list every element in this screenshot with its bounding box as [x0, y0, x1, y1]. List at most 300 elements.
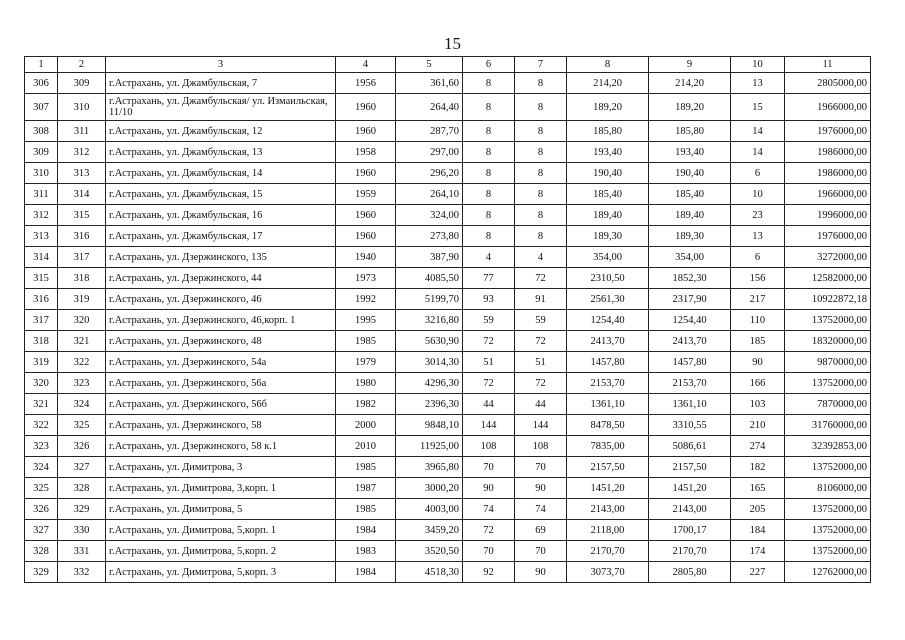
cell-year-built: 1960 — [336, 163, 396, 184]
cell-year-built: 1960 — [336, 205, 396, 226]
cell-total-area: 5199,70 — [396, 289, 463, 310]
column-header-residents-count: 10 — [731, 57, 785, 73]
cell-cost: 13752000,00 — [785, 373, 871, 394]
cell-total-area: 3014,30 — [396, 352, 463, 373]
cell-record-number: 316 — [58, 226, 106, 247]
cell-row-number: 325 — [25, 478, 58, 499]
cell-residents-count: 184 — [731, 520, 785, 541]
table-row — [25, 478, 871, 499]
cell-record-number: 309 — [58, 73, 106, 94]
cell-cost: 31760000,00 — [785, 415, 871, 436]
cell-private-area: 185,80 — [649, 121, 731, 142]
cell-flats-count: 93 — [463, 289, 515, 310]
cell-residential-flats: 74 — [515, 499, 567, 520]
cell-private-area: 2317,90 — [649, 289, 731, 310]
cell-total-area: 264,10 — [396, 184, 463, 205]
cell-total-area: 3965,80 — [396, 457, 463, 478]
cell-cost: 3272000,00 — [785, 247, 871, 268]
column-header-record-number: 2 — [58, 57, 106, 73]
cell-cost: 8106000,00 — [785, 478, 871, 499]
cell-record-number: 330 — [58, 520, 106, 541]
table-row — [25, 121, 871, 142]
cell-cost: 1986000,00 — [785, 142, 871, 163]
cell-residential-flats: 144 — [515, 415, 567, 436]
cell-row-number: 326 — [25, 499, 58, 520]
table-row — [25, 457, 871, 478]
header-row — [25, 57, 871, 73]
table-row — [25, 331, 871, 352]
table-row — [25, 268, 871, 289]
cell-living-area: 2170,70 — [567, 541, 649, 562]
cell-year-built: 1995 — [336, 310, 396, 331]
cell-total-area: 287,70 — [396, 121, 463, 142]
cell-living-area: 2413,70 — [567, 331, 649, 352]
cell-residential-flats: 69 — [515, 520, 567, 541]
cell-private-area: 1700,17 — [649, 520, 731, 541]
cell-living-area: 185,80 — [567, 121, 649, 142]
cell-record-number: 328 — [58, 478, 106, 499]
cell-total-area: 4518,30 — [396, 562, 463, 583]
column-header-residential-flats: 7 — [515, 57, 567, 73]
cell-row-number: 315 — [25, 268, 58, 289]
cell-flats-count: 72 — [463, 520, 515, 541]
cell-row-number: 311 — [25, 184, 58, 205]
cell-address: г.Астрахань, ул. Дзержинского, 58 к.1 — [106, 436, 336, 457]
cell-address: г.Астрахань, ул. Дзержинского, 135 — [106, 247, 336, 268]
cell-address: г.Астрахань, ул. Джамбульская, 17 — [106, 226, 336, 247]
cell-private-area: 1361,10 — [649, 394, 731, 415]
cell-residents-count: 110 — [731, 310, 785, 331]
cell-flats-count: 8 — [463, 205, 515, 226]
cell-record-number: 318 — [58, 268, 106, 289]
cell-total-area: 4003,00 — [396, 499, 463, 520]
cell-residents-count: 6 — [731, 163, 785, 184]
cell-living-area: 354,00 — [567, 247, 649, 268]
cell-row-number: 307 — [25, 94, 58, 121]
cell-year-built: 1983 — [336, 541, 396, 562]
cell-living-area: 189,40 — [567, 205, 649, 226]
cell-cost: 13752000,00 — [785, 520, 871, 541]
cell-flats-count: 8 — [463, 121, 515, 142]
cell-cost: 1976000,00 — [785, 121, 871, 142]
table-row — [25, 205, 871, 226]
cell-flats-count: 59 — [463, 310, 515, 331]
cell-residential-flats: 8 — [515, 121, 567, 142]
cell-row-number: 313 — [25, 226, 58, 247]
cell-row-number: 318 — [25, 331, 58, 352]
cell-private-area: 2170,70 — [649, 541, 731, 562]
cell-row-number: 317 — [25, 310, 58, 331]
cell-record-number: 327 — [58, 457, 106, 478]
cell-private-area: 3310,55 — [649, 415, 731, 436]
cell-address: г.Астрахань, ул. Джамбульская, 12 — [106, 121, 336, 142]
cell-address: г.Астрахань, ул. Джамбульская, 15 — [106, 184, 336, 205]
cell-row-number: 319 — [25, 352, 58, 373]
cell-record-number: 313 — [58, 163, 106, 184]
cell-flats-count: 8 — [463, 184, 515, 205]
cell-address: г.Астрахань, ул. Дзержинского, 48 — [106, 331, 336, 352]
table-row — [25, 163, 871, 184]
cell-total-area: 4085,50 — [396, 268, 463, 289]
cell-residential-flats: 72 — [515, 373, 567, 394]
cell-total-area: 3520,50 — [396, 541, 463, 562]
cell-flats-count: 77 — [463, 268, 515, 289]
cell-cost: 1966000,00 — [785, 94, 871, 121]
cell-residential-flats: 72 — [515, 268, 567, 289]
cell-row-number: 309 — [25, 142, 58, 163]
cell-row-number: 316 — [25, 289, 58, 310]
cell-residents-count: 23 — [731, 205, 785, 226]
cell-living-area: 2153,70 — [567, 373, 649, 394]
cell-private-area: 2157,50 — [649, 457, 731, 478]
cell-residents-count: 227 — [731, 562, 785, 583]
cell-cost: 1996000,00 — [785, 205, 871, 226]
cell-total-area: 324,00 — [396, 205, 463, 226]
cell-cost: 12582000,00 — [785, 268, 871, 289]
cell-private-area: 354,00 — [649, 247, 731, 268]
cell-flats-count: 70 — [463, 541, 515, 562]
cell-flats-count: 92 — [463, 562, 515, 583]
cell-record-number: 319 — [58, 289, 106, 310]
column-header-address: 3 — [106, 57, 336, 73]
cell-residents-count: 10 — [731, 184, 785, 205]
cell-private-area: 1451,20 — [649, 478, 731, 499]
cell-residential-flats: 8 — [515, 73, 567, 94]
cell-flats-count: 8 — [463, 226, 515, 247]
cell-total-area: 11925,00 — [396, 436, 463, 457]
cell-year-built: 1973 — [336, 268, 396, 289]
cell-record-number: 322 — [58, 352, 106, 373]
cell-cost: 18320000,00 — [785, 331, 871, 352]
cell-cost: 32392853,00 — [785, 436, 871, 457]
cell-living-area: 193,40 — [567, 142, 649, 163]
cell-flats-count: 8 — [463, 73, 515, 94]
cell-year-built: 1984 — [336, 562, 396, 583]
cell-residential-flats: 8 — [515, 184, 567, 205]
cell-total-area: 9848,10 — [396, 415, 463, 436]
cell-private-area: 2153,70 — [649, 373, 731, 394]
table-row — [25, 184, 871, 205]
cell-total-area: 387,90 — [396, 247, 463, 268]
cell-row-number: 310 — [25, 163, 58, 184]
cell-record-number: 329 — [58, 499, 106, 520]
cell-address: г.Астрахань, ул. Димитрова, 3,корп. 1 — [106, 478, 336, 499]
cell-record-number: 326 — [58, 436, 106, 457]
cell-record-number: 331 — [58, 541, 106, 562]
column-header-living-area: 8 — [567, 57, 649, 73]
cell-year-built: 1985 — [336, 331, 396, 352]
column-header-row-number: 1 — [25, 57, 58, 73]
cell-living-area: 3073,70 — [567, 562, 649, 583]
table-row — [25, 562, 871, 583]
cell-address: г.Астрахань, ул. Димитрова, 5,корп. 1 — [106, 520, 336, 541]
cell-total-area: 296,20 — [396, 163, 463, 184]
cell-living-area: 189,30 — [567, 226, 649, 247]
cell-address: г.Астрахань, ул. Джамбульская, 16 — [106, 205, 336, 226]
cell-living-area: 2118,00 — [567, 520, 649, 541]
table-row — [25, 142, 871, 163]
cell-year-built: 1956 — [336, 73, 396, 94]
cell-address: г.Астрахань, ул. Дзержинского, 46 — [106, 289, 336, 310]
cell-address: г.Астрахань, ул. Дзержинского, 58 — [106, 415, 336, 436]
cell-residents-count: 90 — [731, 352, 785, 373]
cell-year-built: 1940 — [336, 247, 396, 268]
cell-address: г.Астрахань, ул. Димитрова, 5,корп. 3 — [106, 562, 336, 583]
cell-year-built: 1979 — [336, 352, 396, 373]
cell-living-area: 185,40 — [567, 184, 649, 205]
cell-residents-count: 6 — [731, 247, 785, 268]
cell-record-number: 312 — [58, 142, 106, 163]
page-number: 15 — [444, 34, 461, 53]
cell-flats-count: 72 — [463, 373, 515, 394]
cell-flats-count: 144 — [463, 415, 515, 436]
cell-row-number: 323 — [25, 436, 58, 457]
cell-residents-count: 156 — [731, 268, 785, 289]
cell-year-built: 2010 — [336, 436, 396, 457]
cell-total-area: 2396,30 — [396, 394, 463, 415]
cell-address: г.Астрахань, ул. Димитрова, 5,корп. 2 — [106, 541, 336, 562]
cell-living-area: 1361,10 — [567, 394, 649, 415]
cell-residents-count: 205 — [731, 499, 785, 520]
cell-address: г.Астрахань, ул. Джамбульская, 14 — [106, 163, 336, 184]
cell-address: г.Астрахань, ул. Димитрова, 5 — [106, 499, 336, 520]
cell-living-area: 2310,50 — [567, 268, 649, 289]
cell-address: г.Астрахань, ул. Джамбульская/ ул. Измаильская, 11/10 — [106, 94, 336, 121]
cell-residents-count: 274 — [731, 436, 785, 457]
cell-living-area: 2143,00 — [567, 499, 649, 520]
cell-address: г.Астрахань, ул. Дзержинского, 44 — [106, 268, 336, 289]
cell-cost: 13752000,00 — [785, 457, 871, 478]
cell-residential-flats: 108 — [515, 436, 567, 457]
table-row — [25, 499, 871, 520]
cell-record-number: 324 — [58, 394, 106, 415]
cell-year-built: 1987 — [336, 478, 396, 499]
cell-living-area: 7835,00 — [567, 436, 649, 457]
cell-living-area: 1457,80 — [567, 352, 649, 373]
cell-residents-count: 166 — [731, 373, 785, 394]
cell-residential-flats: 8 — [515, 94, 567, 121]
cell-record-number: 311 — [58, 121, 106, 142]
cell-private-area: 2413,70 — [649, 331, 731, 352]
cell-residents-count: 217 — [731, 289, 785, 310]
cell-year-built: 1958 — [336, 142, 396, 163]
cell-cost: 2805000,00 — [785, 73, 871, 94]
cell-private-area: 1457,80 — [649, 352, 731, 373]
cell-record-number: 310 — [58, 94, 106, 121]
table-row — [25, 520, 871, 541]
cell-residents-count: 15 — [731, 94, 785, 121]
cell-residents-count: 13 — [731, 73, 785, 94]
cell-residential-flats: 8 — [515, 142, 567, 163]
cell-year-built: 2000 — [336, 415, 396, 436]
cell-cost: 1966000,00 — [785, 184, 871, 205]
cell-residential-flats: 51 — [515, 352, 567, 373]
cell-year-built: 1960 — [336, 121, 396, 142]
cell-living-area: 1254,40 — [567, 310, 649, 331]
table-row — [25, 310, 871, 331]
cell-private-area: 185,40 — [649, 184, 731, 205]
table-row — [25, 436, 871, 457]
cell-year-built: 1959 — [336, 184, 396, 205]
table-row — [25, 373, 871, 394]
cell-total-area: 264,40 — [396, 94, 463, 121]
cell-record-number: 320 — [58, 310, 106, 331]
cell-flats-count: 44 — [463, 394, 515, 415]
cell-flats-count: 8 — [463, 163, 515, 184]
cell-living-area: 214,20 — [567, 73, 649, 94]
cell-residential-flats: 8 — [515, 205, 567, 226]
cell-row-number: 324 — [25, 457, 58, 478]
cell-total-area: 273,80 — [396, 226, 463, 247]
cell-row-number: 312 — [25, 205, 58, 226]
cell-private-area: 2143,00 — [649, 499, 731, 520]
cell-private-area: 189,20 — [649, 94, 731, 121]
table-row — [25, 541, 871, 562]
cell-record-number: 315 — [58, 205, 106, 226]
table-row — [25, 289, 871, 310]
cell-residential-flats: 8 — [515, 226, 567, 247]
cell-residential-flats: 90 — [515, 478, 567, 499]
cell-row-number: 322 — [25, 415, 58, 436]
table-row — [25, 247, 871, 268]
cell-cost: 9870000,00 — [785, 352, 871, 373]
cell-residential-flats: 70 — [515, 457, 567, 478]
cell-cost: 10922872,18 — [785, 289, 871, 310]
cell-residential-flats: 70 — [515, 541, 567, 562]
cell-flats-count: 51 — [463, 352, 515, 373]
cell-year-built: 1992 — [336, 289, 396, 310]
cell-year-built: 1982 — [336, 394, 396, 415]
cell-cost: 13752000,00 — [785, 499, 871, 520]
cell-record-number: 323 — [58, 373, 106, 394]
cell-address: г.Астрахань, ул. Джамбульская, 13 — [106, 142, 336, 163]
cell-row-number: 308 — [25, 121, 58, 142]
cell-total-area: 3000,20 — [396, 478, 463, 499]
table-row — [25, 226, 871, 247]
cell-flats-count: 70 — [463, 457, 515, 478]
cell-residential-flats: 44 — [515, 394, 567, 415]
cell-cost: 1986000,00 — [785, 163, 871, 184]
cell-flats-count: 8 — [463, 94, 515, 121]
table-row — [25, 415, 871, 436]
cell-row-number: 329 — [25, 562, 58, 583]
cell-total-area: 297,00 — [396, 142, 463, 163]
cell-cost: 7870000,00 — [785, 394, 871, 415]
cell-flats-count: 8 — [463, 142, 515, 163]
cell-living-area: 190,40 — [567, 163, 649, 184]
cell-address: г.Астрахань, ул. Дзержинского, 46,корп. 1 — [106, 310, 336, 331]
cell-cost: 13752000,00 — [785, 310, 871, 331]
table-row — [25, 394, 871, 415]
cell-residents-count: 14 — [731, 121, 785, 142]
cell-record-number: 332 — [58, 562, 106, 583]
column-header-total-area: 5 — [396, 57, 463, 73]
cell-private-area: 193,40 — [649, 142, 731, 163]
cell-private-area: 214,20 — [649, 73, 731, 94]
cell-total-area: 361,60 — [396, 73, 463, 94]
cell-row-number: 314 — [25, 247, 58, 268]
cell-record-number: 325 — [58, 415, 106, 436]
cell-address: г.Астрахань, ул. Дзержинского, 56б — [106, 394, 336, 415]
cell-residents-count: 210 — [731, 415, 785, 436]
cell-private-area: 1254,40 — [649, 310, 731, 331]
cell-residents-count: 185 — [731, 331, 785, 352]
cell-residential-flats: 8 — [515, 163, 567, 184]
cell-flats-count: 72 — [463, 331, 515, 352]
cell-row-number: 328 — [25, 541, 58, 562]
cell-private-area: 189,30 — [649, 226, 731, 247]
cell-row-number: 320 — [25, 373, 58, 394]
column-header-flats-count: 6 — [463, 57, 515, 73]
cell-residential-flats: 4 — [515, 247, 567, 268]
cell-address: г.Астрахань, ул. Дзержинского, 54а — [106, 352, 336, 373]
table-body — [25, 73, 871, 583]
cell-address: г.Астрахань, ул. Димитрова, 3 — [106, 457, 336, 478]
cell-row-number: 327 — [25, 520, 58, 541]
cell-private-area: 1852,30 — [649, 268, 731, 289]
cell-address: г.Астрахань, ул. Дзержинского, 56а — [106, 373, 336, 394]
cell-residents-count: 103 — [731, 394, 785, 415]
cell-year-built: 1960 — [336, 94, 396, 121]
column-header-private-area: 9 — [649, 57, 731, 73]
cell-row-number: 306 — [25, 73, 58, 94]
cell-residents-count: 13 — [731, 226, 785, 247]
cell-year-built: 1980 — [336, 373, 396, 394]
cell-record-number: 321 — [58, 331, 106, 352]
cell-residential-flats: 91 — [515, 289, 567, 310]
cell-residential-flats: 90 — [515, 562, 567, 583]
cell-private-area: 190,40 — [649, 163, 731, 184]
cell-flats-count: 90 — [463, 478, 515, 499]
cell-total-area: 3216,80 — [396, 310, 463, 331]
cell-address: г.Астрахань, ул. Джамбульская, 7 — [106, 73, 336, 94]
cell-cost: 1976000,00 — [785, 226, 871, 247]
cell-record-number: 314 — [58, 184, 106, 205]
cell-private-area: 2805,80 — [649, 562, 731, 583]
column-header-year-built: 4 — [336, 57, 396, 73]
cell-year-built: 1985 — [336, 499, 396, 520]
cell-flats-count: 74 — [463, 499, 515, 520]
cell-residents-count: 14 — [731, 142, 785, 163]
cell-residents-count: 182 — [731, 457, 785, 478]
cell-row-number: 321 — [25, 394, 58, 415]
cell-living-area: 2157,50 — [567, 457, 649, 478]
cell-total-area: 3459,20 — [396, 520, 463, 541]
cell-year-built: 1984 — [336, 520, 396, 541]
cell-living-area: 189,20 — [567, 94, 649, 121]
cell-residents-count: 174 — [731, 541, 785, 562]
cell-living-area: 8478,50 — [567, 415, 649, 436]
column-header-cost: 11 — [785, 57, 871, 73]
cell-flats-count: 108 — [463, 436, 515, 457]
cell-cost: 12762000,00 — [785, 562, 871, 583]
registry-table — [24, 56, 871, 583]
cell-total-area: 5630,90 — [396, 331, 463, 352]
cell-living-area: 2561,30 — [567, 289, 649, 310]
cell-residential-flats: 59 — [515, 310, 567, 331]
cell-living-area: 1451,20 — [567, 478, 649, 499]
cell-year-built: 1960 — [336, 226, 396, 247]
table-row — [25, 352, 871, 373]
table-row — [25, 73, 871, 94]
cell-cost: 13752000,00 — [785, 541, 871, 562]
cell-year-built: 1985 — [336, 457, 396, 478]
cell-residential-flats: 72 — [515, 331, 567, 352]
cell-residents-count: 165 — [731, 478, 785, 499]
cell-flats-count: 4 — [463, 247, 515, 268]
cell-private-area: 5086,61 — [649, 436, 731, 457]
cell-total-area: 4296,30 — [396, 373, 463, 394]
